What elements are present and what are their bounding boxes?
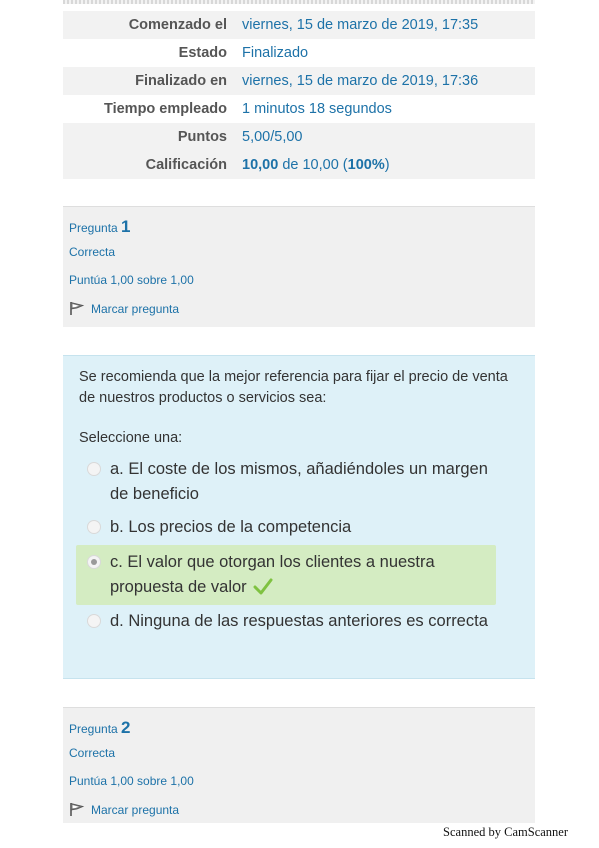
question-number: 1 — [121, 217, 131, 236]
grade-end: ) — [384, 157, 390, 173]
summary-label: Finalizado en — [63, 67, 234, 95]
summary-row-finished — [63, 67, 535, 95]
attempt-summary-table — [63, 11, 535, 179]
answer-option-c[interactable] — [76, 545, 496, 605]
question-word: Pregunta — [69, 221, 118, 235]
summary-value: viernes, 15 de marzo de 2019, 17:36 — [234, 67, 535, 95]
question-1-heading — [69, 217, 131, 237]
summary-value: 1 minutos 18 segundos — [234, 95, 535, 123]
answer-option-d[interactable] — [76, 609, 496, 634]
question-1-score: Puntúa 1,00 sobre 1,00 — [69, 273, 194, 287]
summary-row-time — [63, 95, 535, 123]
answer-option-a[interactable] — [76, 457, 496, 507]
question-1-content — [63, 355, 535, 679]
answer-label: a. El coste de los mismos, añadiéndoles un margen de beneficio — [110, 460, 488, 503]
summary-value: 5,00/5,00 — [234, 123, 535, 151]
radio-button[interactable] — [87, 614, 101, 628]
question-2-info — [63, 707, 535, 823]
summary-label: Puntos — [63, 123, 234, 151]
question-2-score: Puntúa 1,00 sobre 1,00 — [69, 774, 194, 788]
summary-value: Finalizado — [234, 39, 535, 67]
flag-icon — [69, 802, 85, 820]
flag-icon — [69, 301, 85, 319]
checkmark-icon — [253, 578, 273, 604]
answer-label: b. Los precios de la competencia — [110, 518, 352, 536]
radio-button[interactable] — [87, 520, 101, 534]
question-1-info — [63, 206, 535, 327]
summary-value — [234, 151, 535, 179]
radio-button[interactable] — [87, 462, 101, 476]
question-text: Se recomienda que la mejor referencia para fijar el precio de venta de nuestros productos o servicios sea: — [79, 369, 508, 406]
flag-question-2-link[interactable] — [69, 802, 179, 820]
radio-button-selected[interactable] — [87, 555, 101, 569]
summary-row-started — [63, 11, 535, 39]
question-2-heading — [69, 718, 131, 738]
question-2-status: Correcta — [69, 746, 116, 760]
summary-label: Tiempo empleado — [63, 95, 234, 123]
flag-question-1-link[interactable] — [69, 301, 179, 319]
answer-label: d. Ninguna de las respuestas anteriores es correcta — [110, 612, 488, 630]
flag-question-label: Marcar pregunta — [91, 302, 180, 316]
answer-prompt: Seleccione una: — [79, 430, 183, 446]
summary-label: Estado — [63, 39, 234, 67]
grade-percent: 100% — [347, 157, 385, 173]
flag-question-label: Marcar pregunta — [91, 803, 180, 817]
summary-row-grade — [63, 151, 535, 179]
summary-row-points — [63, 123, 535, 151]
grade-score: 10,00 — [242, 157, 279, 173]
question-word: Pregunta — [69, 722, 118, 736]
summary-label: Comenzado el — [63, 11, 234, 39]
question-number: 2 — [121, 718, 131, 737]
scanner-watermark: Scanned by CamScanner — [443, 825, 568, 839]
summary-label: Calificación — [63, 151, 234, 179]
summary-row-state — [63, 39, 535, 67]
top-divider — [63, 0, 535, 4]
answer-label: c. El valor que otorgan los clientes a nuestra propuesta de valor — [110, 553, 435, 596]
answer-option-b[interactable] — [76, 515, 496, 540]
summary-value: viernes, 15 de marzo de 2019, 17:35 — [234, 11, 535, 39]
grade-rest: de 10,00 ( — [278, 157, 348, 173]
question-1-status: Correcta — [69, 245, 116, 259]
